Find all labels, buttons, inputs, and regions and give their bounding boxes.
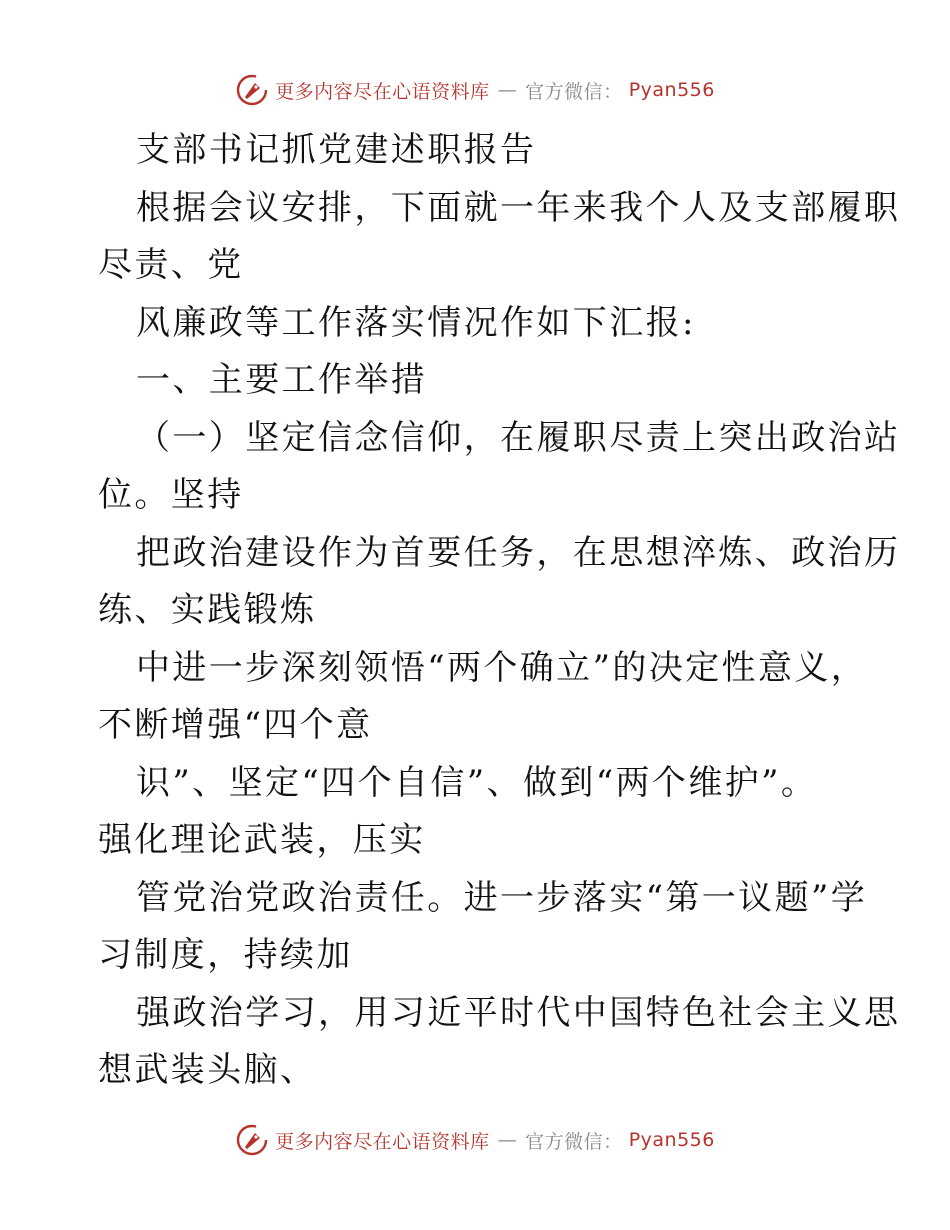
watermark-text: 更多内容尽在心语资料库 [275, 1130, 490, 1153]
document-body [98, 122, 901, 1100]
pen-nib-logo-icon [235, 73, 269, 107]
text-line: 位。坚持 [98, 475, 244, 515]
text-line: 想武装头脑、 [98, 1050, 317, 1090]
watermark-separator: — [497, 1129, 518, 1151]
subsection-heading-line: （一）坚定信念信仰，在履职尽责上突出政治站 [136, 417, 901, 458]
header-watermark [0, 70, 950, 110]
text-line: 中进一步深刻领悟“两个确立”的决定性意义， [136, 647, 868, 688]
text-line: 识”、坚定“四个自信”、做到“两个维护”。 [136, 762, 818, 803]
text-line: 把政治建设作为首要任务，在思想淬炼、政治历 [136, 532, 901, 573]
text-line: 不断增强“四个意 [98, 705, 373, 745]
watermark-contact-value: Pyan556 [628, 79, 715, 101]
watermark-contact-value: Pyan556 [628, 1129, 715, 1151]
watermark-text: 更多内容尽在心语资料库 [275, 80, 490, 103]
footer-watermark [0, 1120, 950, 1160]
watermark-separator: — [497, 79, 518, 101]
pen-nib-logo-icon [235, 1123, 269, 1157]
document-title-line: 支部书记抓党建述职报告 [136, 130, 537, 170]
text-line: 练、实践锻炼 [98, 590, 317, 630]
watermark-contact-label: 官方微信： [525, 80, 623, 103]
text-line: 强化理论武装，压实 [98, 820, 426, 860]
section-heading-line: 一、主要工作举措 [136, 360, 428, 400]
text-line: 风廉政等工作落实情况作如下汇报: [136, 302, 696, 343]
text-line: 习制度，持续加 [98, 935, 353, 975]
text-line: 根据会议安排，下面就一年来我个人及支部履职 [136, 187, 901, 228]
watermark-contact-label: 官方微信： [525, 1130, 623, 1153]
text-line: 强政治学习，用习近平时代中国特色社会主义思 [136, 992, 901, 1033]
text-line: 尽责、党 [98, 245, 244, 285]
text-line: 管党治党政治责任。进一步落实“第一议题”学 [136, 877, 868, 918]
